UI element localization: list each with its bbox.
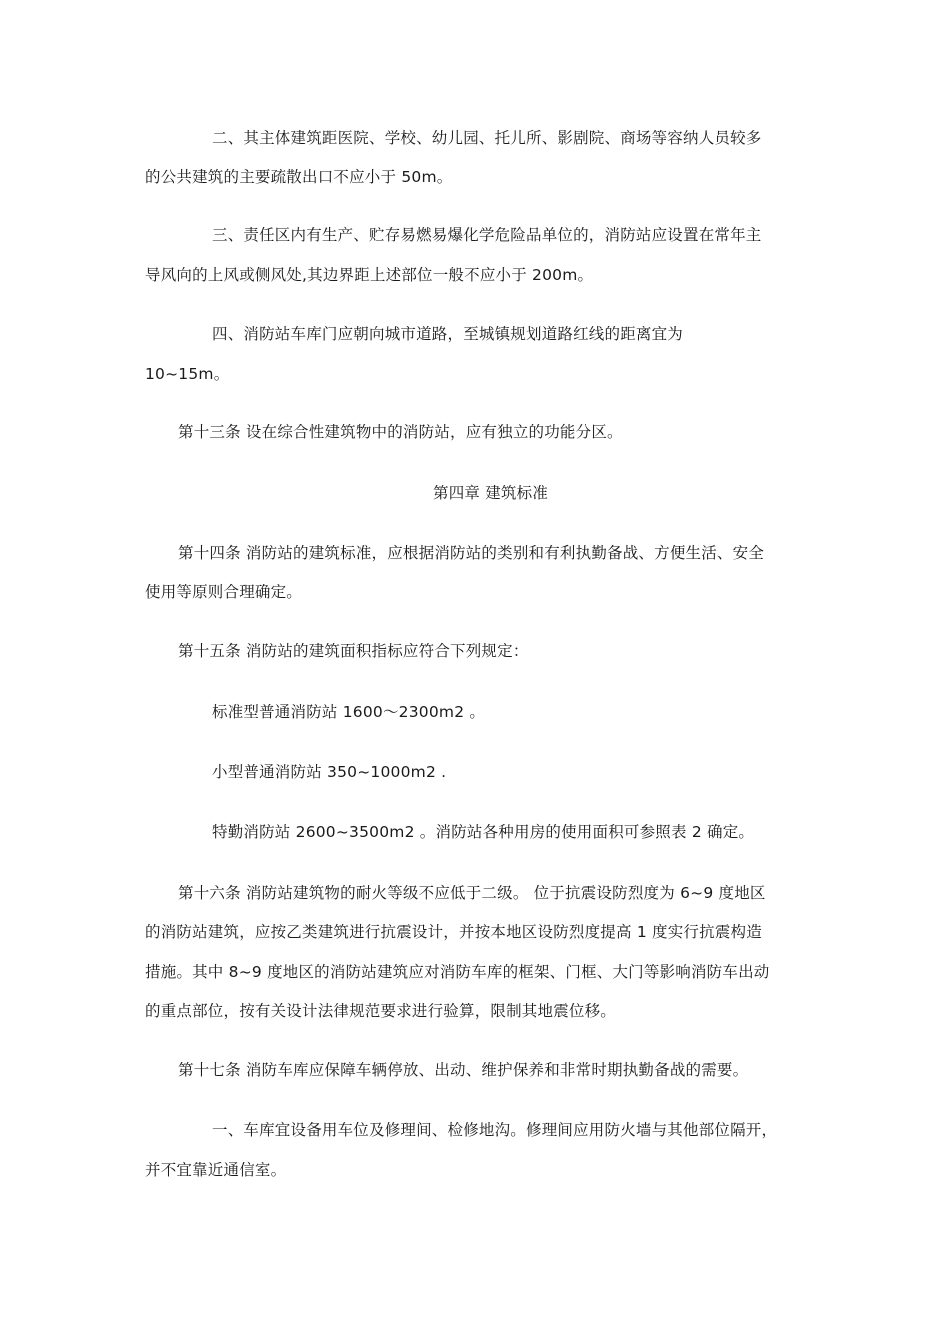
text-line: 的重点部位，按有关设计法律规范要求进行验算，限制其地震位移。 (145, 1002, 617, 1020)
text-line: 的公共建筑的主要疏散出口不应小于 50m。 (145, 168, 453, 186)
text-line: 四、消防站车库门应朝向城市道路，至城镇规划道路红线的距离宜为 (212, 325, 684, 343)
area-standard: 标准型普通消防站 1600～2300m2 。 (212, 703, 486, 721)
article-13: 第十三条 设在综合性建筑物中的消防站，应有独立的功能分区。 (178, 423, 623, 441)
text-line: 三、责任区内有生产、贮存易燃易爆化学危险品单位的，消防站应设置在常年主 (212, 226, 762, 244)
text-line: 措施。其中 8~9 度地区的消防站建筑应对消防车库的框架、门框、大门等影响消防车出动 (145, 963, 770, 981)
article-14: 第十四条 消防站的建筑标准，应根据消防站的类别和有利执勤备战、方便生活、安全 (178, 544, 765, 562)
area-special: 特勤消防站 2600~3500m2 。消防站各种用房的使用面积可参照表 2 确定。 (212, 823, 755, 841)
area-small: 小型普通消防站 350~1000m2 . (212, 763, 447, 781)
text-line: 的消防站建筑，应按乙类建筑进行抗震设计，并按本地区设防烈度提高 1 度实行抗震构造 (145, 923, 762, 941)
text-line: 一、车库宜设备用车位及修理间、检修地沟。修理间应用防火墙与其他部位隔开， (212, 1121, 778, 1139)
article-15: 第十五条 消防站的建筑面积指标应符合下列规定： (178, 642, 529, 660)
text-line: 二、其主体建筑距医院、学校、幼儿园、托儿所、影剧院、商场等容纳人员较多 (212, 129, 762, 147)
text-line: 导风向的上风或侧风处,其边界距上述部位一般不应小于 200m。 (145, 266, 594, 284)
text-line: 10~15m。 (145, 365, 230, 383)
text-line: 使用等原则合理确定。 (145, 583, 303, 601)
text-line: 并不宜靠近通信室。 (145, 1161, 287, 1179)
article-17: 第十七条 消防车库应保障车辆停放、出动、维护保养和非常时期执勤备战的需要。 (178, 1061, 749, 1079)
chapter-heading: 第四章 建筑标准 (433, 484, 549, 502)
article-16: 第十六条 消防站建筑物的耐火等级不应低于二级。 位于抗震设防烈度为 6~9 度地区 (178, 884, 766, 902)
